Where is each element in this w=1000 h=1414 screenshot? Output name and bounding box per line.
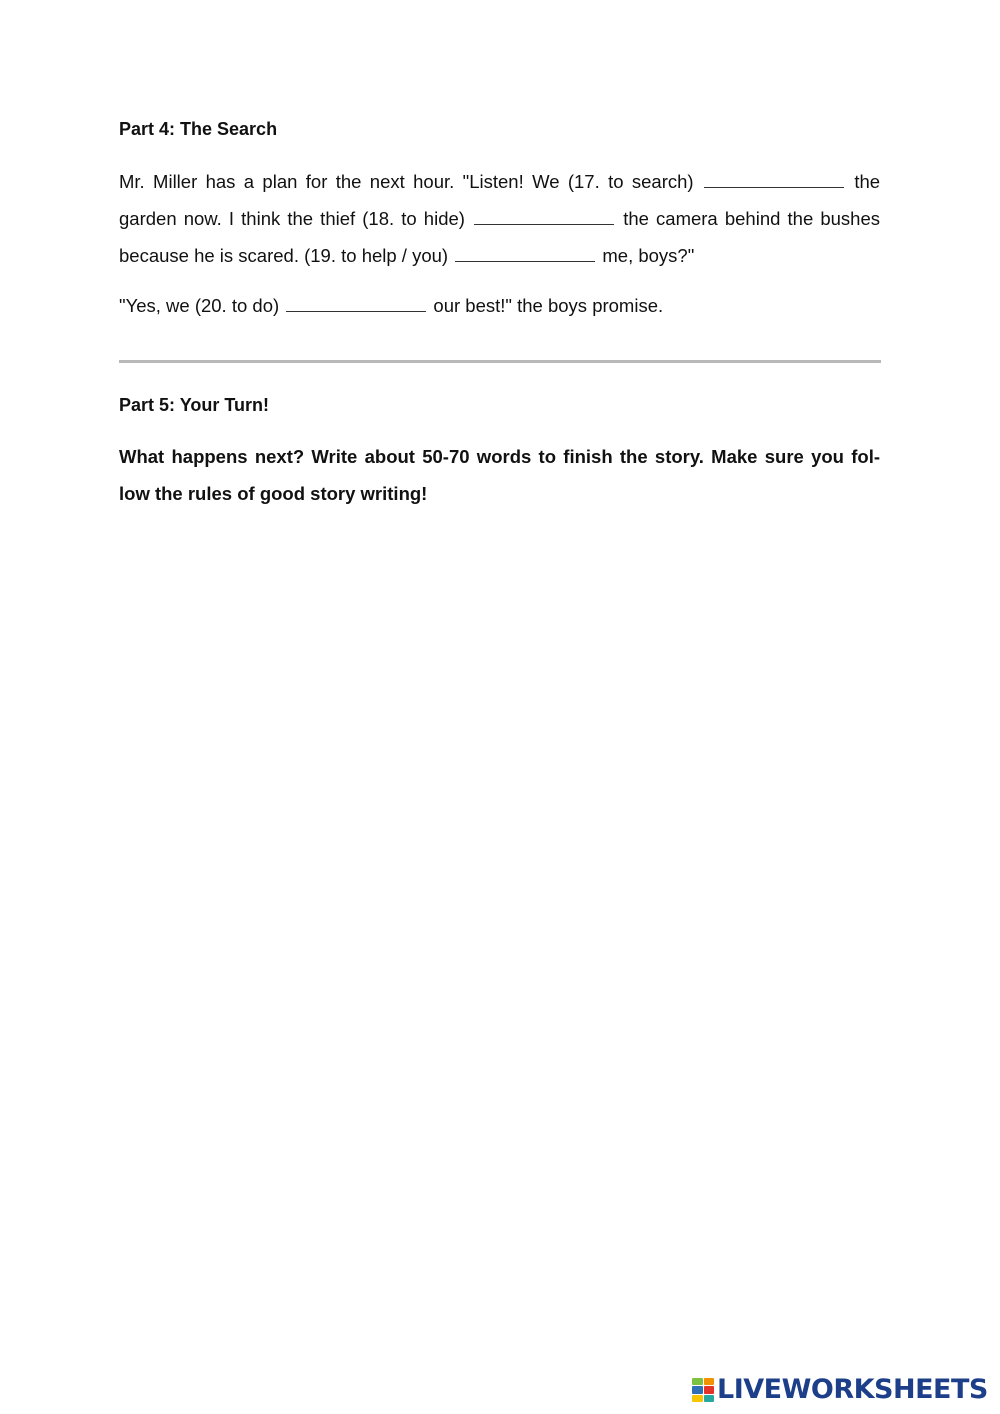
sentence-segment: "Yes, we (20. to do) — [119, 295, 280, 316]
part5-heading: Part 5: Your Turn! — [119, 395, 270, 415]
answer-blank-18[interactable] — [474, 223, 614, 225]
part4-paragraph-2 — [119, 287, 880, 324]
sentence-segment: the garden now. I think the thief (18. to hide) — [119, 171, 881, 229]
sentence-segment: our best!" the boys promise. — [433, 295, 664, 316]
sentence-segment: the camera behind the bushes because he is scared. (19. to help / you) — [119, 208, 881, 266]
part4-paragraph-1 — [119, 163, 880, 274]
part5-instruction: What happens next? Write about 50-70 words to finish the story. Make sure you fol-low the rules of good story writing! — [119, 446, 880, 504]
brand-wordmark: LIVEWORKSHEETS — [717, 1374, 988, 1405]
sentence-segment: me, boys?" — [602, 245, 695, 266]
answer-blank-17[interactable] — [704, 186, 844, 188]
part4-heading: Part 4: The Search — [119, 119, 278, 139]
answer-blank-19[interactable] — [455, 260, 595, 262]
sentence-segment: Mr. Miller has a plan for the next hour. "Listen! We (17. to search) — [119, 171, 694, 192]
liveworksheets-logo — [692, 1376, 988, 1404]
liveworksheets-logo-icon — [692, 1378, 714, 1402]
section-divider — [119, 360, 881, 363]
answer-blank-20[interactable] — [286, 310, 426, 312]
